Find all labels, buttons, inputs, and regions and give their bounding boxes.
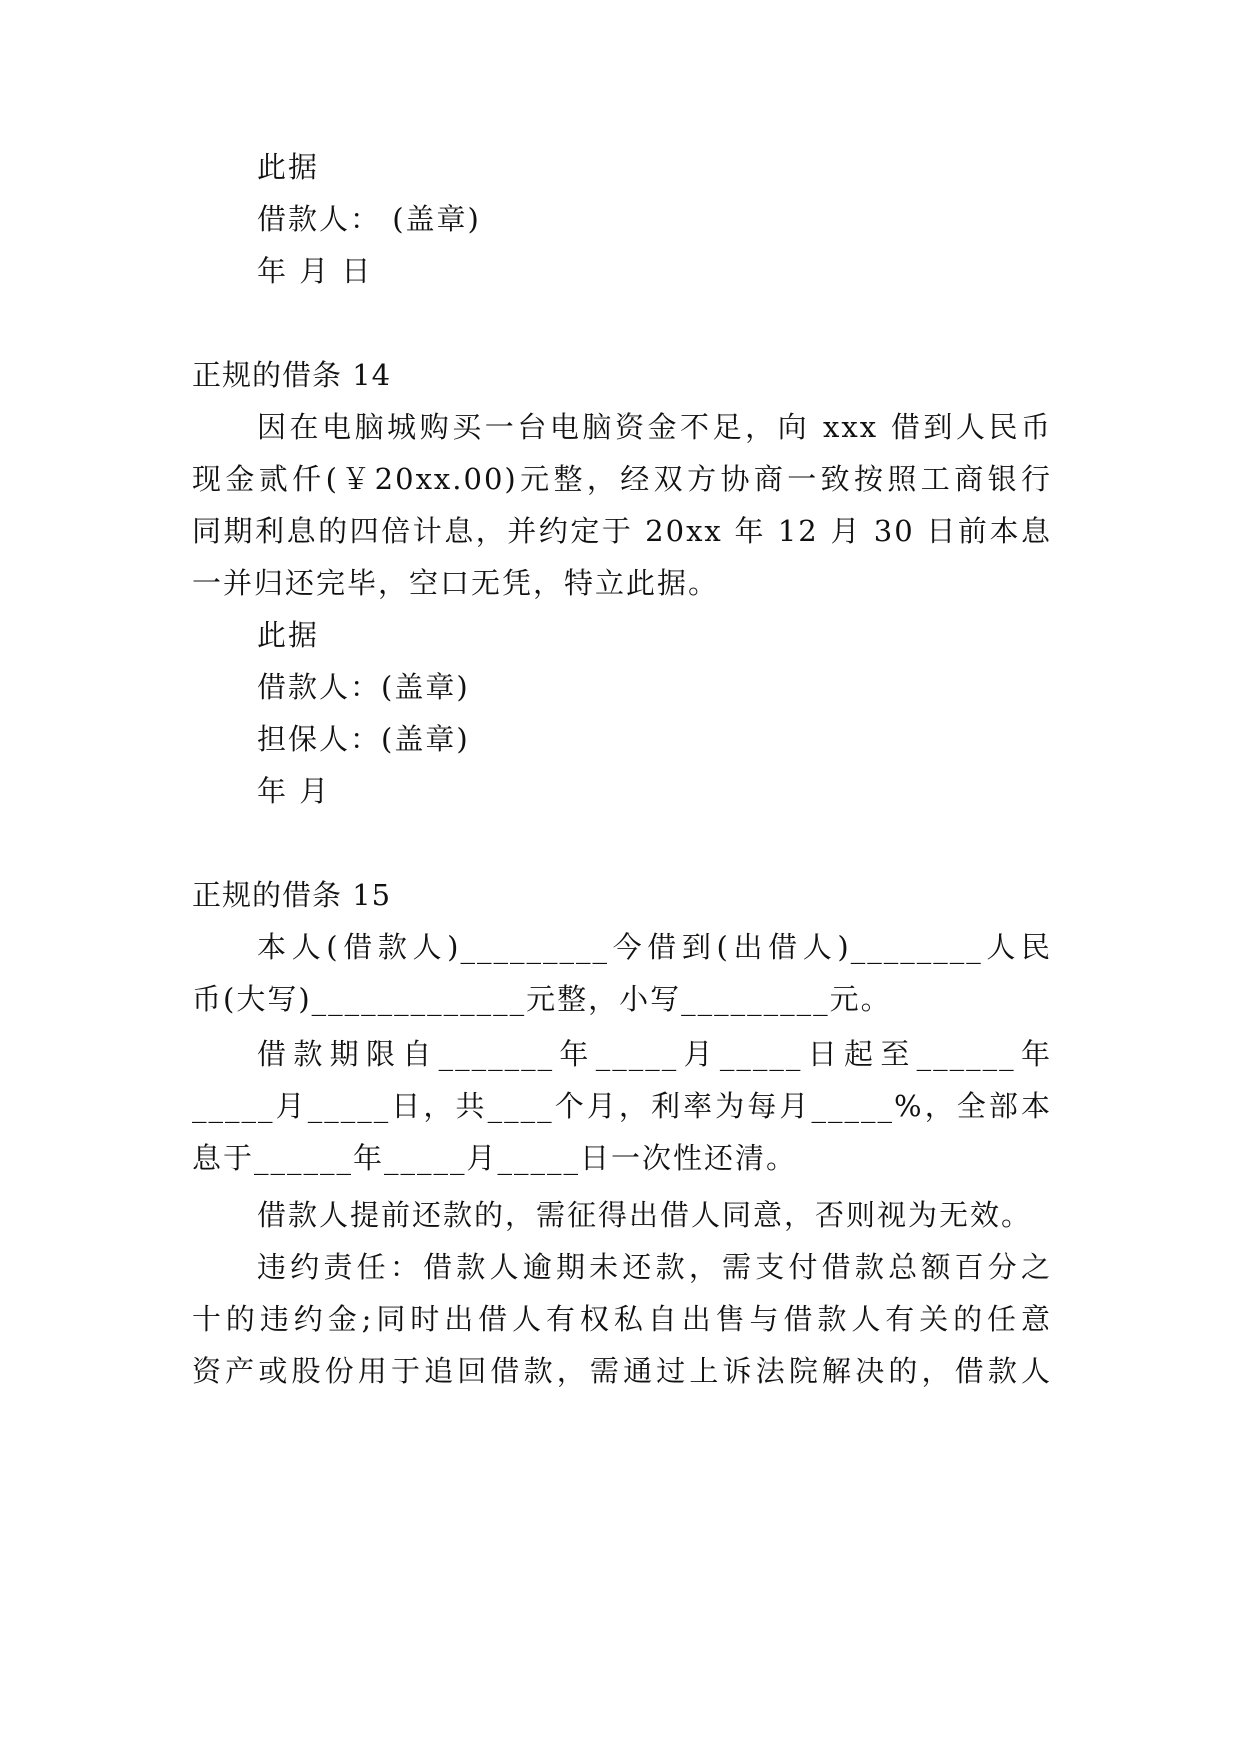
borrower-seal-line: 借款人：(盖章) [257,670,470,704]
date-line: 年 月 日 [257,254,373,288]
section-15-para4-line-2: 十的违约金;同时出借人有权私自出售与借款人有关的任意 [192,1302,1052,1336]
section-14-para-line-3: 同期利息的四倍计息，并约定于 20xx 年 12 月 30 日前本息 [192,514,1052,548]
section-15-para4-line-1: 违约责任：借款人逾期未还款，需支付借款总额百分之 [257,1250,1052,1284]
ciju-line: 此据 [257,618,320,652]
section-15-para4-line-3: 资产或股份用于追回借款，需通过上诉法院解决的，借款人 [192,1354,1052,1388]
section-15-para2-line-2: _____月_____日，共____个月，利率为每月_____%，全部本 [192,1089,1052,1123]
section-14-para-line-2: 现金贰仟(￥20xx.00)元整，经双方协商一致按照工商银行 [192,462,1052,496]
section-14-para-line-4: 一并归还完毕，空口无凭，特立此据。 [192,566,720,600]
section-15-heading: 正规的借条 15 [192,878,392,912]
section-15-para1-line-2: 币(大写)_____________元整，小写_________元。 [192,982,892,1016]
guarantor-seal-line: 担保人：(盖章) [257,722,470,756]
section-14-heading: 正规的借条 14 [192,358,392,392]
section-15-para2-line-3: 息于______年_____月_____日一次性还清。 [192,1141,798,1175]
borrower-seal-line: 借款人： (盖章) [257,202,481,236]
ciju-line: 此据 [257,150,320,184]
date-line: 年 月 [257,774,331,808]
section-15-para1-line-1: 本人(借款人)_________今借到(出借人)________人民 [257,930,1052,964]
section-14-para-line-1: 因在电脑城购买一台电脑资金不足，向 xxx 借到人民币 [257,410,1052,444]
section-15-para2-line-1: 借款期限自_______年_____月_____日起至______年 [257,1037,1052,1071]
section-15-para3: 借款人提前还款的，需征得出借人同意，否则视为无效。 [257,1198,1033,1232]
